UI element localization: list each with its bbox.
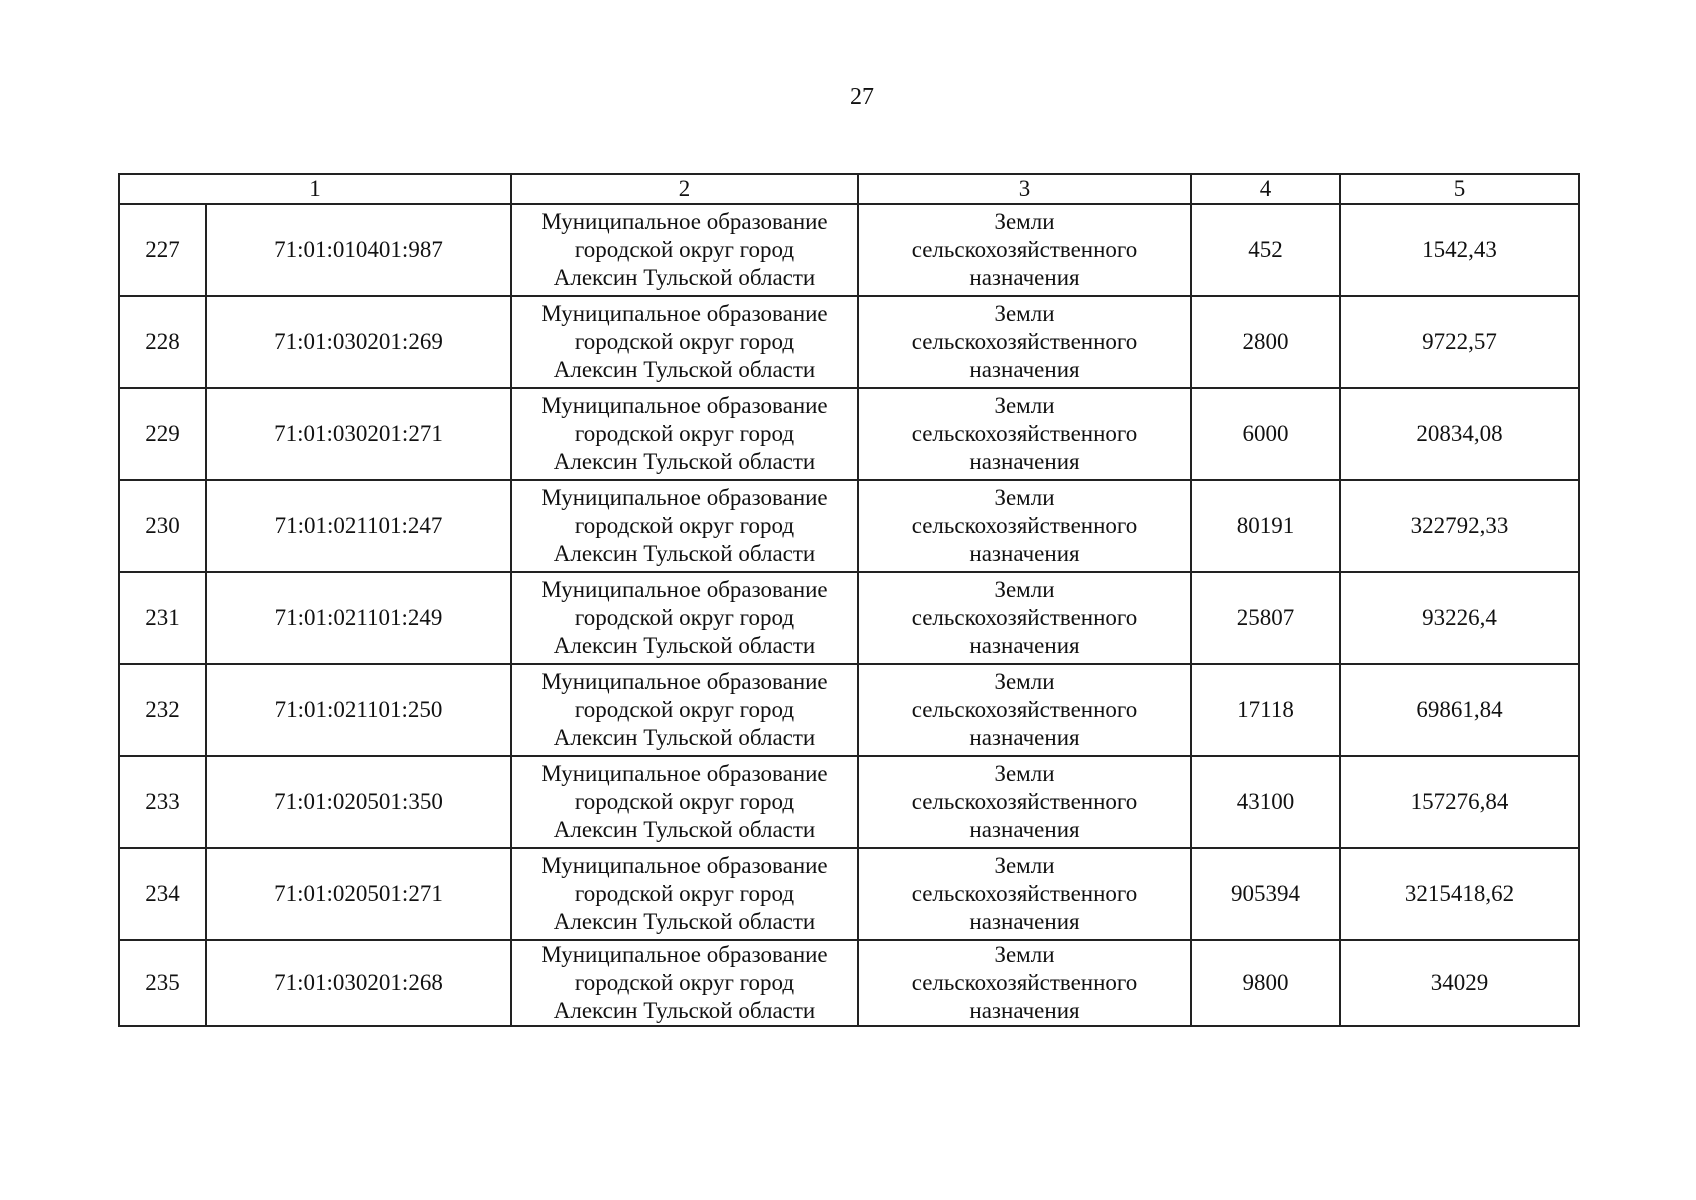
cadastral-number: 71:01:030201:269 xyxy=(274,329,443,354)
owner-name-cell xyxy=(511,756,858,848)
row-number-cell xyxy=(119,940,206,1026)
owner-name-cell xyxy=(511,848,858,940)
row-number-cell xyxy=(119,572,206,664)
cadastral-value-cell xyxy=(1340,848,1579,940)
area-value-cell xyxy=(1191,756,1340,848)
row-number: 230 xyxy=(145,513,180,538)
cadastral-number: 71:01:030201:271 xyxy=(274,421,443,446)
header-row xyxy=(119,174,1579,204)
cadastral-value-cell xyxy=(1340,572,1579,664)
land-category-cell xyxy=(858,388,1191,480)
land-category-cell xyxy=(858,204,1191,296)
row-number: 228 xyxy=(145,329,180,354)
owner-name-cell xyxy=(511,296,858,388)
table-body xyxy=(119,204,1579,1026)
area-value: 905394 xyxy=(1231,881,1300,906)
table-row xyxy=(119,296,1579,388)
row-number: 235 xyxy=(145,970,180,995)
owner-name: Муниципальное образование городской округ город Алексин Тульской области xyxy=(541,485,828,566)
cadastral-number-cell xyxy=(206,572,511,664)
area-value: 25807 xyxy=(1236,605,1295,630)
cadastral-value: 20834,08 xyxy=(1416,421,1503,446)
land-category-cell xyxy=(858,756,1191,848)
owner-name: Муниципальное образование городской округ город Алексин Тульской области xyxy=(541,669,828,750)
land-category: Земли сельскохозяйственного назначения xyxy=(911,209,1138,290)
owner-name: Муниципальное образование городской округ город Алексин Тульской области xyxy=(541,393,828,474)
row-number: 233 xyxy=(145,789,180,814)
owner-name-cell xyxy=(511,664,858,756)
cadastral-value: 34029 xyxy=(1430,970,1489,995)
owner-name: Муниципальное образование городской округ город Алексин Тульской области xyxy=(541,209,828,290)
land-category-cell xyxy=(858,664,1191,756)
area-value-cell xyxy=(1191,664,1340,756)
cadastral-number: 71:01:021101:250 xyxy=(274,697,443,722)
owner-name-cell xyxy=(511,480,858,572)
table-row xyxy=(119,204,1579,296)
row-number-cell xyxy=(119,296,206,388)
row-number-cell xyxy=(119,480,206,572)
area-value-cell xyxy=(1191,848,1340,940)
table-row xyxy=(119,756,1579,848)
header-col-5: 5 xyxy=(1340,174,1579,204)
cadastral-value-cell xyxy=(1340,388,1579,480)
table-row xyxy=(119,572,1579,664)
cadastral-value: 9722,57 xyxy=(1422,329,1497,354)
area-value-cell xyxy=(1191,940,1340,1026)
table-row xyxy=(119,848,1579,940)
cadastral-value: 1542,43 xyxy=(1422,237,1497,262)
cadastral-number: 71:01:021101:247 xyxy=(274,513,443,538)
land-category: Земли сельскохозяйственного назначения xyxy=(911,669,1138,750)
area-value: 17118 xyxy=(1237,697,1294,722)
area-value: 452 xyxy=(1248,237,1283,262)
land-category: Земли сельскохозяйственного назначения xyxy=(911,577,1138,658)
cadastral-number-cell xyxy=(206,388,511,480)
row-number-cell xyxy=(119,848,206,940)
row-number: 227 xyxy=(145,237,180,262)
cadastral-value-cell xyxy=(1340,664,1579,756)
table-row xyxy=(119,940,1579,1026)
owner-name: Муниципальное образование городской округ город Алексин Тульской области xyxy=(541,761,828,842)
row-number-cell xyxy=(119,756,206,848)
cadastral-value-cell xyxy=(1340,296,1579,388)
row-number-cell xyxy=(119,204,206,296)
land-category-cell xyxy=(858,480,1191,572)
cadastral-value: 3215418,62 xyxy=(1404,881,1515,906)
cadastral-value: 322792,33 xyxy=(1410,513,1509,538)
area-value-cell xyxy=(1191,572,1340,664)
land-category-cell xyxy=(858,572,1191,664)
area-value-cell xyxy=(1191,480,1340,572)
area-value-cell xyxy=(1191,204,1340,296)
area-value: 43100 xyxy=(1236,789,1295,814)
land-category: Земли сельскохозяйственного назначения xyxy=(911,393,1138,474)
table-row xyxy=(119,388,1579,480)
land-category: Земли сельскохозяйственного назначения xyxy=(911,485,1138,566)
cadastral-value-cell xyxy=(1340,480,1579,572)
row-number: 234 xyxy=(145,881,180,906)
land-category: Земли сельскохозяйственного назначения xyxy=(911,853,1138,934)
cadastral-number: 71:01:030201:268 xyxy=(274,970,443,995)
land-category: Земли сельскохозяйственного назначения xyxy=(911,942,1138,1023)
area-value: 2800 xyxy=(1242,329,1289,354)
owner-name-cell xyxy=(511,388,858,480)
cadastral-value: 69861,84 xyxy=(1416,697,1503,722)
owner-name: Муниципальное образование городской округ город Алексин Тульской области xyxy=(541,301,828,382)
row-number-cell xyxy=(119,664,206,756)
header-col-4: 4 xyxy=(1191,174,1340,204)
header-col-2: 2 xyxy=(511,174,858,204)
land-category-cell xyxy=(858,940,1191,1026)
owner-name-cell xyxy=(511,940,858,1026)
cadastral-value-cell xyxy=(1340,204,1579,296)
area-value-cell xyxy=(1191,296,1340,388)
cadastral-value: 93226,4 xyxy=(1422,605,1497,630)
land-category: Земли сельскохозяйственного назначения xyxy=(911,301,1138,382)
cadastral-number-cell xyxy=(206,756,511,848)
cadastral-value-cell xyxy=(1340,940,1579,1026)
row-number-cell xyxy=(119,388,206,480)
cadastral-number-cell xyxy=(206,940,511,1026)
land-category: Земли сельскохозяйственного назначения xyxy=(911,761,1138,842)
row-number: 232 xyxy=(145,697,180,722)
owner-name-cell xyxy=(511,204,858,296)
land-category-cell xyxy=(858,848,1191,940)
area-value: 80191 xyxy=(1236,513,1295,538)
area-value: 9800 xyxy=(1242,970,1289,995)
land-category-cell xyxy=(858,296,1191,388)
cadastral-value: 157276,84 xyxy=(1410,789,1509,814)
owner-name: Муниципальное образование городской округ город Алексин Тульской области xyxy=(541,853,828,934)
page-number: 27 xyxy=(850,84,874,110)
table-row xyxy=(119,480,1579,572)
row-number: 229 xyxy=(145,421,180,446)
owner-name: Муниципальное образование городской округ город Алексин Тульской области xyxy=(541,577,828,658)
row-number: 231 xyxy=(145,605,180,630)
cadastral-value-cell xyxy=(1340,756,1579,848)
cadastral-number: 71:01:020501:271 xyxy=(274,881,443,906)
cadastral-number: 71:01:020501:350 xyxy=(274,789,443,814)
land-plots-table xyxy=(118,173,1580,1027)
header-col-3: 3 xyxy=(858,174,1191,204)
owner-name: Муниципальное образование городской округ город Алексин Тульской области xyxy=(541,942,828,1023)
cadastral-number-cell xyxy=(206,664,511,756)
area-value: 6000 xyxy=(1242,421,1289,446)
table-row xyxy=(119,664,1579,756)
area-value-cell xyxy=(1191,388,1340,480)
cadastral-number-cell xyxy=(206,296,511,388)
cadastral-number-cell xyxy=(206,204,511,296)
header-col-1: 1 xyxy=(119,174,511,204)
owner-name-cell xyxy=(511,572,858,664)
cadastral-number-cell xyxy=(206,848,511,940)
cadastral-number-cell xyxy=(206,480,511,572)
table-header xyxy=(119,174,1579,204)
cadastral-number: 71:01:010401:987 xyxy=(274,237,443,262)
cadastral-number: 71:01:021101:249 xyxy=(274,605,443,630)
